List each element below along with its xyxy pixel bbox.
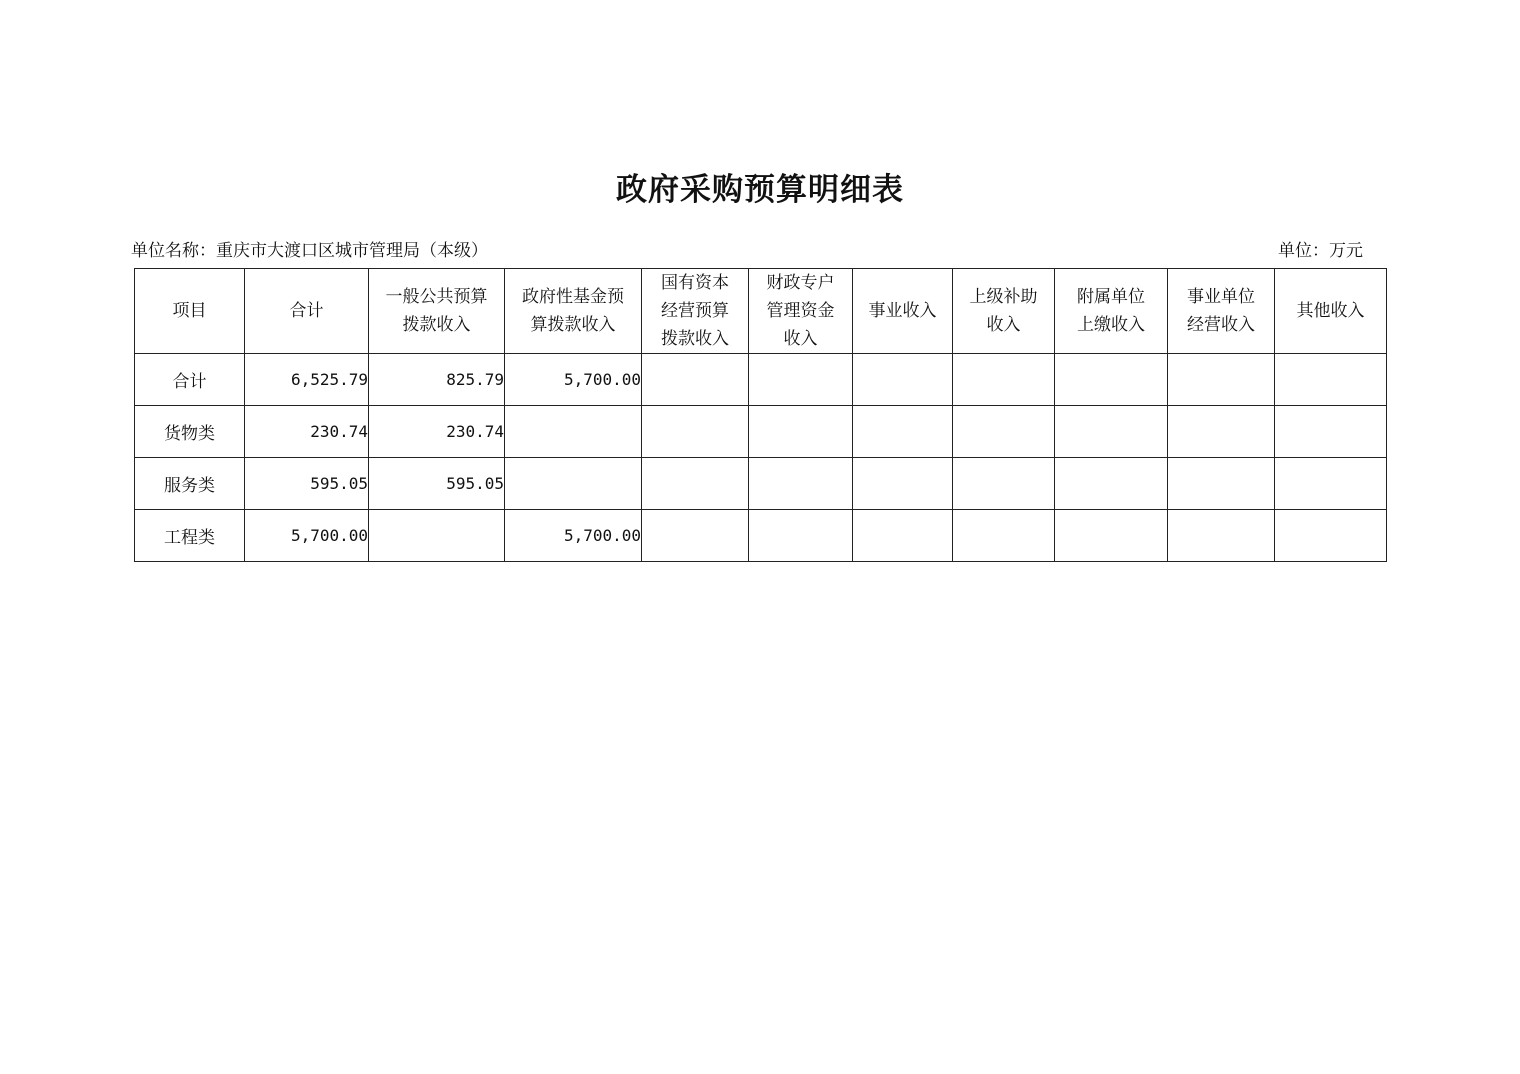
cell-operating-income xyxy=(853,354,953,406)
cell-government-fund-budget xyxy=(505,406,642,458)
cell-government-fund-budget xyxy=(505,458,642,510)
header-state-capital-budget: 国有资本 经营预算 拨款收入 xyxy=(642,269,749,354)
header-operating-income: 事业收入 xyxy=(853,269,953,354)
cell-other-income xyxy=(1275,510,1387,562)
cell-superior-subsidy xyxy=(953,458,1055,510)
cell-general-public-budget xyxy=(369,510,505,562)
cell-total: 5,700.00 xyxy=(245,510,369,562)
table-row xyxy=(135,406,1387,458)
cell-other-income xyxy=(1275,354,1387,406)
unit-name-label: 单位名称：重庆市大渡口区城市管理局（本级） xyxy=(131,241,488,261)
cell-other-income xyxy=(1275,458,1387,510)
cell-total: 595.05 xyxy=(245,458,369,510)
cell-total: 6,525.79 xyxy=(245,354,369,406)
cell-general-public-budget: 595.05 xyxy=(369,458,505,510)
cell-special-account-funds xyxy=(749,406,853,458)
table-row xyxy=(135,458,1387,510)
cell-operating-income xyxy=(853,406,953,458)
cell-business-operating-income xyxy=(1168,354,1275,406)
cell-superior-subsidy xyxy=(953,406,1055,458)
cell-state-capital-budget xyxy=(642,458,749,510)
header-superior-subsidy: 上级补助 收入 xyxy=(953,269,1055,354)
cell-state-capital-budget xyxy=(642,406,749,458)
cell-government-fund-budget: 5,700.00 xyxy=(505,354,642,406)
cell-total: 230.74 xyxy=(245,406,369,458)
table-row xyxy=(135,354,1387,406)
cell-general-public-budget: 825.79 xyxy=(369,354,505,406)
header-general-public-budget: 一般公共预算 拨款收入 xyxy=(369,269,505,354)
cell-item: 合计 xyxy=(135,354,245,406)
cell-other-income xyxy=(1275,406,1387,458)
cell-affiliated-unit-remittance xyxy=(1055,354,1168,406)
cell-affiliated-unit-remittance xyxy=(1055,510,1168,562)
cell-special-account-funds xyxy=(749,458,853,510)
cell-state-capital-budget xyxy=(642,510,749,562)
procurement-budget-table xyxy=(134,268,1387,562)
cell-business-operating-income xyxy=(1168,510,1275,562)
header-special-account-funds: 财政专户 管理资金 收入 xyxy=(749,269,853,354)
cell-business-operating-income xyxy=(1168,458,1275,510)
currency-unit-label: 单位：万元 xyxy=(1278,241,1363,261)
cell-superior-subsidy xyxy=(953,510,1055,562)
cell-special-account-funds xyxy=(749,510,853,562)
table-row xyxy=(135,510,1387,562)
header-total: 合计 xyxy=(245,269,369,354)
cell-government-fund-budget: 5,700.00 xyxy=(505,510,642,562)
cell-item: 服务类 xyxy=(135,458,245,510)
header-government-fund-budget: 政府性基金预 算拨款收入 xyxy=(505,269,642,354)
cell-item: 货物类 xyxy=(135,406,245,458)
cell-operating-income xyxy=(853,458,953,510)
cell-superior-subsidy xyxy=(953,354,1055,406)
header-business-operating-income: 事业单位 经营收入 xyxy=(1168,269,1275,354)
cell-business-operating-income xyxy=(1168,406,1275,458)
table-header-row xyxy=(135,269,1387,354)
page-title: 政府采购预算明细表 xyxy=(616,172,904,208)
cell-state-capital-budget xyxy=(642,354,749,406)
cell-item: 工程类 xyxy=(135,510,245,562)
cell-general-public-budget: 230.74 xyxy=(369,406,505,458)
cell-special-account-funds xyxy=(749,354,853,406)
cell-affiliated-unit-remittance xyxy=(1055,406,1168,458)
cell-operating-income xyxy=(853,510,953,562)
header-item: 项目 xyxy=(135,269,245,354)
header-affiliated-unit-remittance: 附属单位 上缴收入 xyxy=(1055,269,1168,354)
header-other-income: 其他收入 xyxy=(1275,269,1387,354)
cell-affiliated-unit-remittance xyxy=(1055,458,1168,510)
